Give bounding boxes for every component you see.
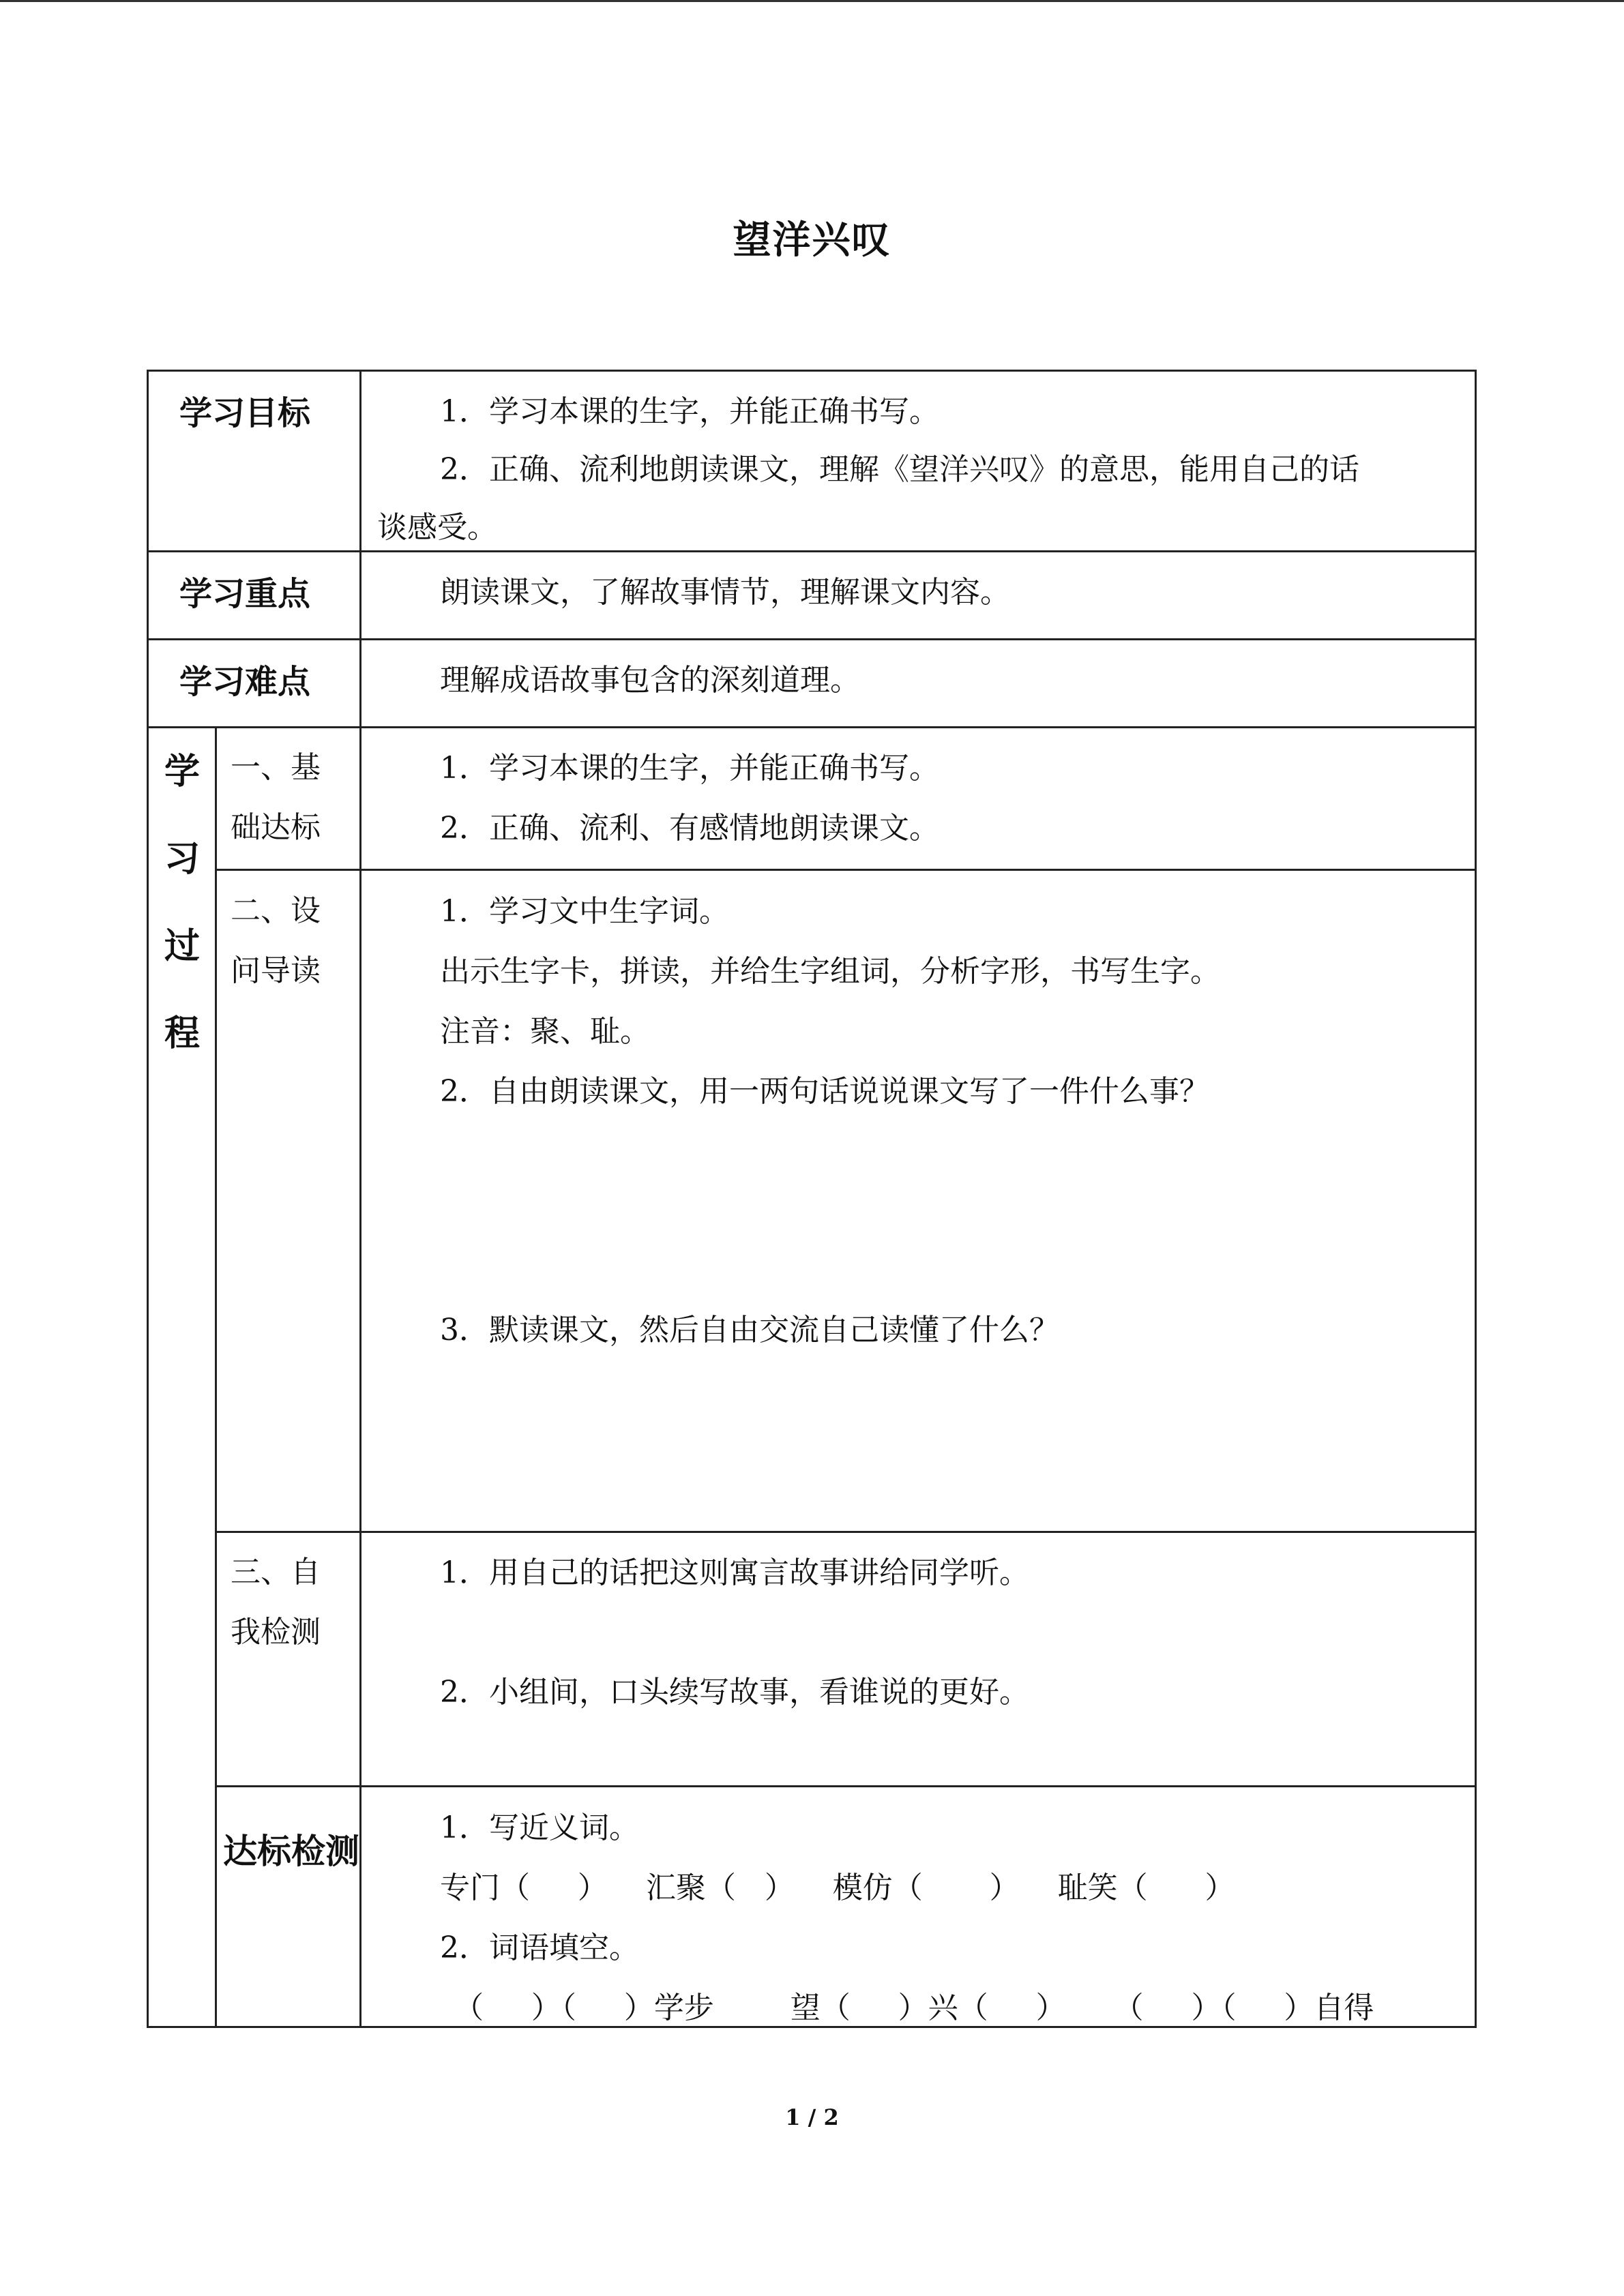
guided-item: 1．学习文中生字词。 xyxy=(440,894,729,929)
page-title: 望洋兴叹 xyxy=(733,218,891,263)
basic-item: 1．学习本课的生字，并能正确书写。 xyxy=(440,751,939,786)
selfcheck-item: 2．小组间，口头续写故事，看谁说的更好。 xyxy=(440,1675,1029,1710)
process-label-char: 程 xyxy=(164,1013,200,1054)
process-label-char: 过 xyxy=(164,926,200,967)
goals-line-2a: 2．正确、流利地朗读课文，理解《望洋兴叹》的意思，能用自己的话 xyxy=(440,452,1359,487)
difficulty-text: 理解成语故事包含的深刻道理。 xyxy=(440,663,860,698)
process-label-char: 习 xyxy=(164,839,200,880)
goals-label: 学习目标 xyxy=(179,394,311,432)
guided-item: 2．自由朗读课文，用一两句话说说课文写了一件什么事？ xyxy=(440,1074,1209,1109)
table-border-bottom xyxy=(147,2026,1477,2028)
row-divider xyxy=(215,1785,1477,1787)
test-item: 1．写近义词。 xyxy=(440,1810,639,1845)
goals-line-1: 1．学习本课的生字，并能正确书写。 xyxy=(440,394,939,429)
test-item: 2．词语填空。 xyxy=(440,1930,639,1965)
lesson-plan-table xyxy=(147,370,1477,2028)
column-divider xyxy=(215,726,217,2028)
row-divider xyxy=(215,869,1477,871)
process-label-char: 学 xyxy=(164,751,200,792)
guided-item: 出示生字卡，拼读，并给生字组词，分析字形，书写生字。 xyxy=(440,954,1220,989)
basic-section-label: 一、基础达标 xyxy=(231,750,321,845)
row-divider xyxy=(147,726,1477,728)
selfcheck-section-label: 三、自我检测 xyxy=(231,1555,321,1650)
table-border-left xyxy=(147,370,149,2028)
difficulty-label: 学习难点 xyxy=(179,663,311,701)
test-item: 专门（ ） 汇聚（ ） 模仿（ ） 耻笑（ ） xyxy=(440,1870,1235,1905)
process-label xyxy=(162,728,203,1077)
row-divider xyxy=(215,1531,1477,1533)
row-divider xyxy=(147,638,1477,640)
focus-text: 朗读课文，了解故事情节，理解课文内容。 xyxy=(440,575,1010,610)
column-divider xyxy=(359,370,361,2028)
basic-item: 2．正确、流利、有感情地朗读课文。 xyxy=(440,811,939,846)
table-border-right xyxy=(1475,370,1477,2028)
row-divider xyxy=(147,550,1477,552)
guided-item: 3．默读课文，然后自由交流自己读懂了什么？ xyxy=(440,1313,1059,1347)
goals-line-2b: 谈感受。 xyxy=(377,510,497,545)
top-border-line xyxy=(0,0,1624,2)
test-item: （ ）（ ）学步 望（ ）兴（ ） （ ）（ ）自得 xyxy=(454,1991,1374,2025)
test-section-label: 达标检测 xyxy=(223,1832,359,1871)
page-number: 1 / 2 xyxy=(785,2104,839,2130)
guided-section-label: 二、设问导读 xyxy=(231,893,321,988)
focus-label: 学习重点 xyxy=(179,575,311,613)
table-border-top xyxy=(147,370,1477,372)
guided-item: 注音：聚、耻。 xyxy=(440,1014,650,1049)
selfcheck-item: 1．用自己的话把这则寓言故事讲给同学听。 xyxy=(440,1555,1029,1590)
